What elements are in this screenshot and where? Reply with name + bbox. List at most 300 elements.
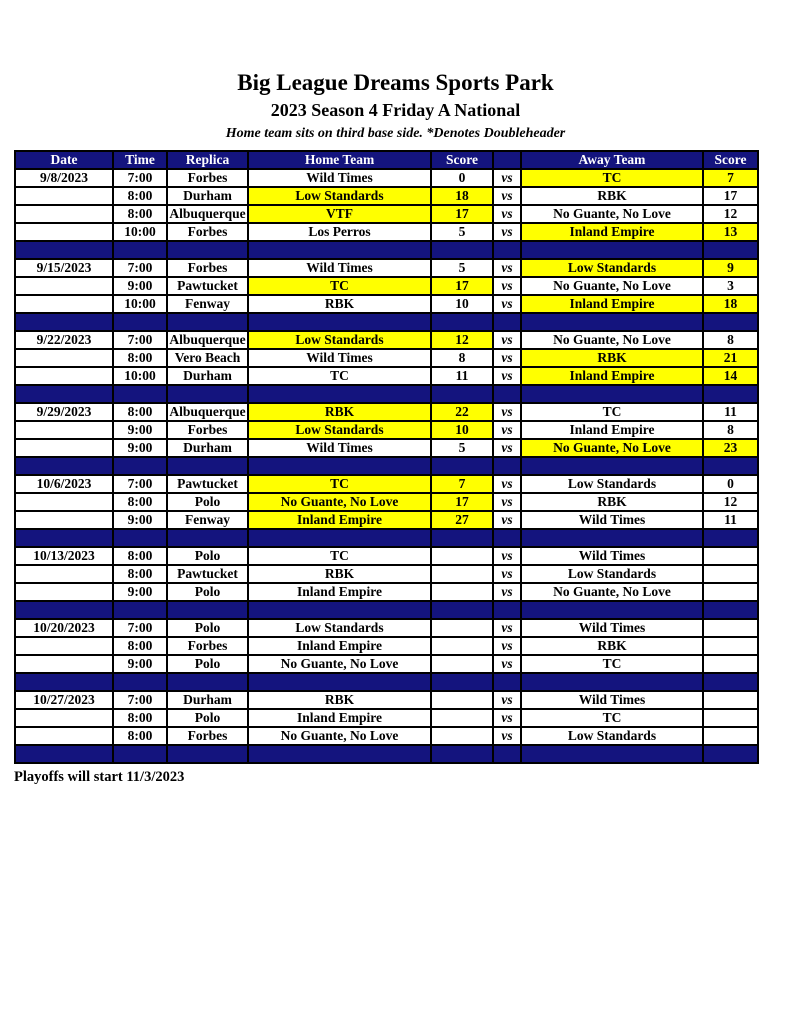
away-team-cell: Low Standards	[521, 475, 703, 493]
away-team-cell: Low Standards	[521, 565, 703, 583]
home-score-cell	[431, 727, 493, 745]
home-score-cell	[431, 619, 493, 637]
vs-cell: vs	[493, 511, 521, 529]
game-row	[15, 169, 758, 187]
separator-cell	[703, 745, 758, 763]
separator-cell	[167, 241, 248, 259]
game-row	[15, 727, 758, 745]
vs-cell: vs	[493, 637, 521, 655]
time-cell: 7:00	[113, 259, 167, 277]
replica-cell: Forbes	[167, 637, 248, 655]
away-team-cell: TC	[521, 655, 703, 673]
time-cell: 8:00	[113, 637, 167, 655]
away-score-cell	[703, 583, 758, 601]
home-score-cell: 11	[431, 367, 493, 385]
game-row	[15, 277, 758, 295]
home-score-cell: 17	[431, 205, 493, 223]
home-team-cell: RBK	[248, 295, 431, 313]
separator-cell	[113, 601, 167, 619]
home-score-cell	[431, 547, 493, 565]
time-cell: 10:00	[113, 295, 167, 313]
game-row	[15, 511, 758, 529]
away-team-cell: RBK	[521, 187, 703, 205]
away-score-cell	[703, 637, 758, 655]
vs-cell: vs	[493, 277, 521, 295]
home-score-cell: 10	[431, 295, 493, 313]
separator-cell	[167, 745, 248, 763]
away-score-cell	[703, 727, 758, 745]
time-cell: 8:00	[113, 727, 167, 745]
replica-cell: Durham	[167, 367, 248, 385]
vs-cell: vs	[493, 493, 521, 511]
home-score-cell: 7	[431, 475, 493, 493]
column-header-date: Date	[15, 151, 113, 169]
time-cell: 9:00	[113, 655, 167, 673]
replica-cell: Pawtucket	[167, 475, 248, 493]
home-team-cell: Los Perros	[248, 223, 431, 241]
schedule-table-body	[15, 169, 758, 763]
separator-cell	[493, 241, 521, 259]
away-score-cell	[703, 655, 758, 673]
game-row	[15, 205, 758, 223]
vs-cell: vs	[493, 439, 521, 457]
vs-cell: vs	[493, 259, 521, 277]
away-score-cell: 13	[703, 223, 758, 241]
replica-cell: Fenway	[167, 295, 248, 313]
time-cell: 8:00	[113, 547, 167, 565]
home-score-cell: 17	[431, 277, 493, 295]
game-row	[15, 691, 758, 709]
home-score-cell: 18	[431, 187, 493, 205]
home-team-cell: Low Standards	[248, 187, 431, 205]
home-score-cell: 5	[431, 439, 493, 457]
date-cell	[15, 637, 113, 655]
separator-cell	[15, 529, 113, 547]
away-team-cell: Wild Times	[521, 547, 703, 565]
home-team-cell: VTF	[248, 205, 431, 223]
replica-cell: Fenway	[167, 511, 248, 529]
separator-row	[15, 385, 758, 403]
away-score-cell: 23	[703, 439, 758, 457]
separator-cell	[431, 241, 493, 259]
away-score-cell: 21	[703, 349, 758, 367]
vs-cell: vs	[493, 655, 521, 673]
separator-cell	[248, 313, 431, 331]
game-row	[15, 331, 758, 349]
time-cell: 7:00	[113, 619, 167, 637]
away-score-cell: 3	[703, 277, 758, 295]
away-team-cell: Wild Times	[521, 691, 703, 709]
date-cell	[15, 565, 113, 583]
away-score-cell: 8	[703, 331, 758, 349]
home-score-cell	[431, 583, 493, 601]
home-score-cell	[431, 691, 493, 709]
game-row	[15, 619, 758, 637]
away-team-cell: No Guante, No Love	[521, 583, 703, 601]
separator-row	[15, 313, 758, 331]
away-team-cell: Inland Empire	[521, 223, 703, 241]
vs-cell: vs	[493, 205, 521, 223]
separator-cell	[167, 601, 248, 619]
date-cell: 9/29/2023	[15, 403, 113, 421]
vs-cell: vs	[493, 727, 521, 745]
game-row	[15, 187, 758, 205]
time-cell: 8:00	[113, 349, 167, 367]
separator-cell	[431, 601, 493, 619]
home-team-cell: TC	[248, 547, 431, 565]
away-team-cell: RBK	[521, 349, 703, 367]
game-row	[15, 259, 758, 277]
vs-cell: vs	[493, 691, 521, 709]
time-cell: 8:00	[113, 403, 167, 421]
game-row	[15, 475, 758, 493]
separator-cell	[248, 457, 431, 475]
separator-cell	[15, 313, 113, 331]
replica-cell: Durham	[167, 439, 248, 457]
replica-cell: Polo	[167, 547, 248, 565]
away-team-cell: Low Standards	[521, 259, 703, 277]
away-score-cell: 8	[703, 421, 758, 439]
separator-cell	[167, 313, 248, 331]
away-score-cell	[703, 619, 758, 637]
time-cell: 7:00	[113, 691, 167, 709]
separator-row	[15, 673, 758, 691]
separator-cell	[431, 313, 493, 331]
home-team-cell: RBK	[248, 403, 431, 421]
schedule-table	[14, 150, 759, 764]
home-team-cell: TC	[248, 367, 431, 385]
column-header-replica: Replica	[167, 151, 248, 169]
date-cell	[15, 223, 113, 241]
home-team-note: Home team sits on third base side. *Denotes Doubleheader	[225, 126, 566, 142]
vs-cell: vs	[493, 403, 521, 421]
home-team-cell: Inland Empire	[248, 583, 431, 601]
game-row	[15, 655, 758, 673]
time-cell: 8:00	[113, 709, 167, 727]
separator-cell	[521, 745, 703, 763]
away-score-cell	[703, 691, 758, 709]
separator-cell	[521, 241, 703, 259]
home-team-cell: RBK	[248, 565, 431, 583]
game-row	[15, 439, 758, 457]
home-score-cell: 17	[431, 493, 493, 511]
away-team-cell: Low Standards	[521, 727, 703, 745]
time-cell: 9:00	[113, 583, 167, 601]
separator-cell	[493, 601, 521, 619]
date-cell	[15, 709, 113, 727]
vs-cell: vs	[493, 223, 521, 241]
separator-cell	[493, 457, 521, 475]
time-cell: 7:00	[113, 169, 167, 187]
time-cell: 9:00	[113, 511, 167, 529]
separator-cell	[15, 601, 113, 619]
vs-cell: vs	[493, 331, 521, 349]
separator-cell	[248, 241, 431, 259]
vs-cell: vs	[493, 295, 521, 313]
replica-cell: Forbes	[167, 259, 248, 277]
game-row	[15, 403, 758, 421]
game-row	[15, 367, 758, 385]
away-team-cell: No Guante, No Love	[521, 205, 703, 223]
away-team-cell: Inland Empire	[521, 421, 703, 439]
home-score-cell: 0	[431, 169, 493, 187]
game-row	[15, 223, 758, 241]
time-cell: 8:00	[113, 187, 167, 205]
separator-cell	[521, 385, 703, 403]
replica-cell: Forbes	[167, 421, 248, 439]
home-team-cell: TC	[248, 277, 431, 295]
column-header-home-team: Home Team	[248, 151, 431, 169]
date-cell: 9/15/2023	[15, 259, 113, 277]
column-header-time: Time	[113, 151, 167, 169]
home-team-cell: Wild Times	[248, 439, 431, 457]
vs-cell: vs	[493, 475, 521, 493]
away-team-cell: TC	[521, 169, 703, 187]
replica-cell: Forbes	[167, 727, 248, 745]
separator-cell	[248, 529, 431, 547]
separator-row	[15, 529, 758, 547]
date-cell	[15, 349, 113, 367]
separator-cell	[167, 529, 248, 547]
home-team-cell: Wild Times	[248, 259, 431, 277]
separator-cell	[113, 529, 167, 547]
game-row	[15, 709, 758, 727]
time-cell: 9:00	[113, 439, 167, 457]
home-team-cell: No Guante, No Love	[248, 727, 431, 745]
home-score-cell: 8	[431, 349, 493, 367]
date-cell	[15, 367, 113, 385]
vs-cell: vs	[493, 583, 521, 601]
replica-cell: Forbes	[167, 223, 248, 241]
away-score-cell: 17	[703, 187, 758, 205]
separator-cell	[15, 673, 113, 691]
date-cell	[15, 205, 113, 223]
separator-cell	[113, 745, 167, 763]
home-score-cell	[431, 637, 493, 655]
separator-cell	[521, 529, 703, 547]
column-header-away-score: Score	[703, 151, 758, 169]
away-team-cell: TC	[521, 709, 703, 727]
game-row	[15, 547, 758, 565]
away-score-cell: 12	[703, 205, 758, 223]
separator-cell	[493, 529, 521, 547]
away-score-cell	[703, 547, 758, 565]
vs-cell: vs	[493, 169, 521, 187]
home-team-cell: Low Standards	[248, 331, 431, 349]
separator-cell	[493, 745, 521, 763]
separator-cell	[521, 673, 703, 691]
date-cell: 9/22/2023	[15, 331, 113, 349]
separator-row	[15, 745, 758, 763]
home-score-cell: 10	[431, 421, 493, 439]
vs-cell: vs	[493, 565, 521, 583]
replica-cell: Forbes	[167, 169, 248, 187]
replica-cell: Durham	[167, 187, 248, 205]
away-team-cell: Wild Times	[521, 511, 703, 529]
home-team-cell: RBK	[248, 691, 431, 709]
vs-cell: vs	[493, 349, 521, 367]
date-cell	[15, 439, 113, 457]
separator-row	[15, 457, 758, 475]
time-cell: 8:00	[113, 493, 167, 511]
replica-cell: Albuquerque	[167, 331, 248, 349]
time-cell: 9:00	[113, 421, 167, 439]
home-score-cell	[431, 565, 493, 583]
separator-cell	[15, 457, 113, 475]
time-cell: 8:00	[113, 205, 167, 223]
away-score-cell: 0	[703, 475, 758, 493]
date-cell	[15, 583, 113, 601]
separator-cell	[113, 241, 167, 259]
home-score-cell: 27	[431, 511, 493, 529]
away-score-cell: 9	[703, 259, 758, 277]
replica-cell: Polo	[167, 583, 248, 601]
separator-cell	[15, 385, 113, 403]
separator-cell	[521, 313, 703, 331]
away-score-cell: 11	[703, 511, 758, 529]
separator-row	[15, 241, 758, 259]
date-cell	[15, 277, 113, 295]
vs-cell: vs	[493, 709, 521, 727]
date-cell: 10/20/2023	[15, 619, 113, 637]
separator-row	[15, 601, 758, 619]
vs-cell: vs	[493, 547, 521, 565]
game-row	[15, 637, 758, 655]
separator-cell	[703, 385, 758, 403]
away-score-cell: 18	[703, 295, 758, 313]
separator-cell	[703, 673, 758, 691]
home-score-cell: 5	[431, 259, 493, 277]
date-cell: 10/13/2023	[15, 547, 113, 565]
date-cell	[15, 511, 113, 529]
separator-cell	[521, 457, 703, 475]
replica-cell: Polo	[167, 655, 248, 673]
column-header-away-team: Away Team	[521, 151, 703, 169]
home-team-cell: Wild Times	[248, 169, 431, 187]
separator-cell	[521, 601, 703, 619]
separator-cell	[431, 529, 493, 547]
time-cell: 10:00	[113, 367, 167, 385]
game-row	[15, 421, 758, 439]
column-header-vs	[493, 151, 521, 169]
replica-cell: Albuquerque	[167, 403, 248, 421]
separator-cell	[248, 673, 431, 691]
away-team-cell: Inland Empire	[521, 367, 703, 385]
home-team-cell: Inland Empire	[248, 637, 431, 655]
separator-cell	[703, 601, 758, 619]
home-score-cell	[431, 709, 493, 727]
away-team-cell: Wild Times	[521, 619, 703, 637]
separator-cell	[703, 529, 758, 547]
playoffs-note: Playoffs will start 11/3/2023	[14, 768, 185, 785]
away-team-cell: No Guante, No Love	[521, 331, 703, 349]
date-cell	[15, 727, 113, 745]
home-team-cell: Inland Empire	[248, 709, 431, 727]
away-team-cell: No Guante, No Love	[521, 439, 703, 457]
separator-cell	[703, 313, 758, 331]
date-cell	[15, 493, 113, 511]
date-cell: 9/8/2023	[15, 169, 113, 187]
separator-cell	[113, 673, 167, 691]
separator-cell	[15, 241, 113, 259]
home-team-cell: Low Standards	[248, 421, 431, 439]
replica-cell: Pawtucket	[167, 277, 248, 295]
away-score-cell	[703, 709, 758, 727]
home-team-cell: Wild Times	[248, 349, 431, 367]
game-row	[15, 565, 758, 583]
separator-cell	[113, 313, 167, 331]
vs-cell: vs	[493, 619, 521, 637]
vs-cell: vs	[493, 367, 521, 385]
home-team-cell: Low Standards	[248, 619, 431, 637]
time-cell: 7:00	[113, 331, 167, 349]
away-score-cell: 7	[703, 169, 758, 187]
time-cell: 7:00	[113, 475, 167, 493]
separator-cell	[15, 745, 113, 763]
replica-cell: Polo	[167, 619, 248, 637]
separator-cell	[431, 385, 493, 403]
replica-cell: Pawtucket	[167, 565, 248, 583]
separator-cell	[703, 241, 758, 259]
separator-cell	[248, 601, 431, 619]
away-score-cell: 11	[703, 403, 758, 421]
away-team-cell: TC	[521, 403, 703, 421]
date-cell	[15, 421, 113, 439]
separator-cell	[167, 673, 248, 691]
separator-cell	[167, 385, 248, 403]
away-team-cell: RBK	[521, 637, 703, 655]
separator-cell	[113, 457, 167, 475]
vs-cell: vs	[493, 421, 521, 439]
away-team-cell: Inland Empire	[521, 295, 703, 313]
away-score-cell: 14	[703, 367, 758, 385]
away-score-cell	[703, 565, 758, 583]
home-score-cell	[431, 655, 493, 673]
replica-cell: Polo	[167, 493, 248, 511]
time-cell: 8:00	[113, 565, 167, 583]
home-score-cell: 12	[431, 331, 493, 349]
away-team-cell: No Guante, No Love	[521, 277, 703, 295]
separator-cell	[431, 745, 493, 763]
home-team-cell: No Guante, No Love	[248, 493, 431, 511]
game-row	[15, 295, 758, 313]
column-header-home-score: Score	[431, 151, 493, 169]
page-subtitle: 2023 Season 4 Friday A National	[270, 100, 521, 121]
date-cell	[15, 187, 113, 205]
separator-cell	[113, 385, 167, 403]
date-cell	[15, 295, 113, 313]
home-score-cell: 22	[431, 403, 493, 421]
separator-cell	[431, 673, 493, 691]
date-cell: 10/6/2023	[15, 475, 113, 493]
time-cell: 10:00	[113, 223, 167, 241]
home-team-cell: TC	[248, 475, 431, 493]
header-row	[15, 151, 758, 169]
replica-cell: Albuquerque	[167, 205, 248, 223]
separator-cell	[167, 457, 248, 475]
separator-cell	[493, 673, 521, 691]
home-team-cell: No Guante, No Love	[248, 655, 431, 673]
separator-cell	[493, 385, 521, 403]
away-score-cell: 12	[703, 493, 758, 511]
game-row	[15, 583, 758, 601]
game-row	[15, 493, 758, 511]
replica-cell: Durham	[167, 691, 248, 709]
replica-cell: Polo	[167, 709, 248, 727]
date-cell	[15, 655, 113, 673]
separator-cell	[248, 745, 431, 763]
game-row	[15, 349, 758, 367]
